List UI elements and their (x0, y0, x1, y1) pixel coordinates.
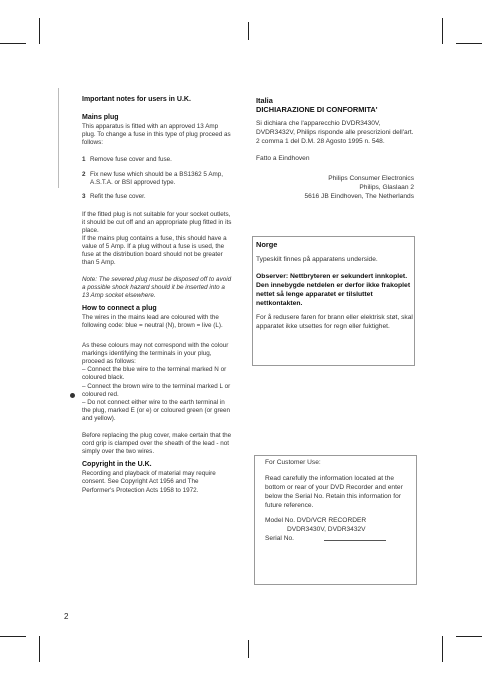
italia-section (256, 96, 414, 202)
italia-address-line: 5616 JB Eindhoven, The Netherlands (304, 192, 414, 200)
copyright-text: Recording and playback of material may require consent. See Copyright Act 1956 and The Performer's Protection Acts 1958 to 1972. (82, 470, 216, 494)
crop-mark (0, 636, 26, 637)
fuse-step (82, 156, 232, 164)
cord-grip-text: Before replacing the plug cover, make certain that the cord grip is clamped over the sheath of the lead - not simply over the two wires. (82, 432, 232, 456)
fuse-step (82, 171, 232, 187)
connect-plug-heading: How to connect a plug (82, 304, 157, 312)
severed-plug-note: Note: The severed plug must be disposed off to avoid a possible shock hazard should it be inserted into a 13 Amp socket elsewhere. (82, 275, 232, 299)
norge-fire-text: For å redusere faren for brann eller elektrisk støt, skal apparatet ikke utsettes for regn eller fuktighet. (256, 314, 413, 330)
norge-warning: Observer: Nettbryteren er sekundert innkoplet. Den innebygde netdelen er derfor ikke frakoplet nettet så lenge apparatet er tilsluttet nettkontakten. (256, 273, 411, 307)
brown-wire-instruction: – Connect the brown wire to the terminal marked L or coloured red. (82, 382, 231, 398)
customer-instructions: Read carefully the information located at the bottom or rear of your DVD Recorder and enter below the Serial No. Retain this information for future reference. (265, 475, 403, 509)
crop-mark (442, 636, 443, 662)
unsuitable-plug-text: If the fitted plug is not suitable for your socket outlets, it should be cut off and an appropriate plug fitted in its place. (82, 210, 232, 235)
colour-markings-text: As these colours may not correspond with the colour markings identifying the terminals in your plug, proceed as follows: (82, 342, 229, 366)
uk-notes-column (82, 96, 232, 501)
step-text: Remove fuse cover and fuse. (90, 156, 172, 164)
italia-country: Italia (256, 96, 273, 105)
norge-title: Norge (256, 240, 278, 249)
side-rule (58, 88, 59, 188)
earth-wire-instruction: – Do not connect either wire to the earth terminal in the plug, marked E (or e) or coloured green (or green and yellow). (82, 398, 231, 422)
fuse-step (82, 193, 232, 201)
step-text: Refit the fuse cover. (90, 192, 146, 200)
step-number: 2 (82, 170, 86, 178)
italia-title: DICHIARAZIONE DI CONFORMITA' (256, 105, 378, 114)
serial-number-label: Serial No. (265, 534, 294, 542)
crop-mark (248, 640, 249, 658)
crop-mark (39, 18, 40, 44)
crop-mark (248, 22, 249, 40)
customer-title: For Customer Use: (265, 459, 321, 466)
italia-place: Fatto a Eindhoven (256, 154, 310, 162)
crop-mark (0, 43, 26, 44)
mains-plug-text: This apparatus is fitted with an approved 13 Amp plug. To change a fuse in this type of plug proceed as follows: (82, 123, 231, 147)
crop-mark (442, 18, 443, 44)
serial-number-row (265, 535, 413, 544)
crop-mark (39, 636, 40, 662)
model-number-label: Model No. DVD/VCR RECORDER (265, 516, 367, 524)
italia-declaration-text: Si dichiara che l'apparecchio DVDR3430V, DVDR3432V, Philips risponde alle prescrizioni dell'art. 2 comma 1 del D.M. 28 Agosto 1995 n. 548. (256, 120, 414, 145)
norge-section (256, 241, 414, 338)
italia-address-line: Philips Consumer Electronics (328, 174, 414, 182)
italia-address-line: Philips, Glaslaan 2 (359, 183, 414, 191)
fuse-value-text: If the mains plug contains a fuse, this should have a value of 5 Amp. If a plug without a fuse is used, the fuse at the distribution board should not be greater than 5 Amp. (82, 235, 227, 267)
norge-typeskilt-text: Typeskilt finnes på apparatens underside. (256, 256, 378, 264)
copyright-heading: Copyright in the U.K. (82, 461, 152, 469)
mains-plug-heading: Mains plug (82, 114, 119, 122)
crop-mark (456, 43, 482, 44)
customer-section (265, 459, 413, 543)
step-number: 3 (82, 192, 86, 200)
bullet-dot (70, 393, 75, 398)
connect-plug-text: The wires in the mains lead are coloured with the following code: blue = neutral (N), brown = live (L). (82, 313, 223, 329)
step-text: Fix new fuse which should be a BS1362 5 Amp, A.S.T.A. or BSI approved type. (90, 170, 224, 186)
serial-number-line (324, 540, 386, 541)
blue-wire-instruction: – Connect the blue wire to the terminal marked N or coloured black. (82, 366, 227, 382)
model-number-values: DVDR3430V, DVDR3432V (287, 525, 366, 533)
uk-title: Important notes for users in U.K. (82, 96, 191, 103)
crop-mark (456, 636, 482, 637)
step-number: 1 (82, 156, 86, 164)
page-number: 2 (64, 612, 69, 621)
